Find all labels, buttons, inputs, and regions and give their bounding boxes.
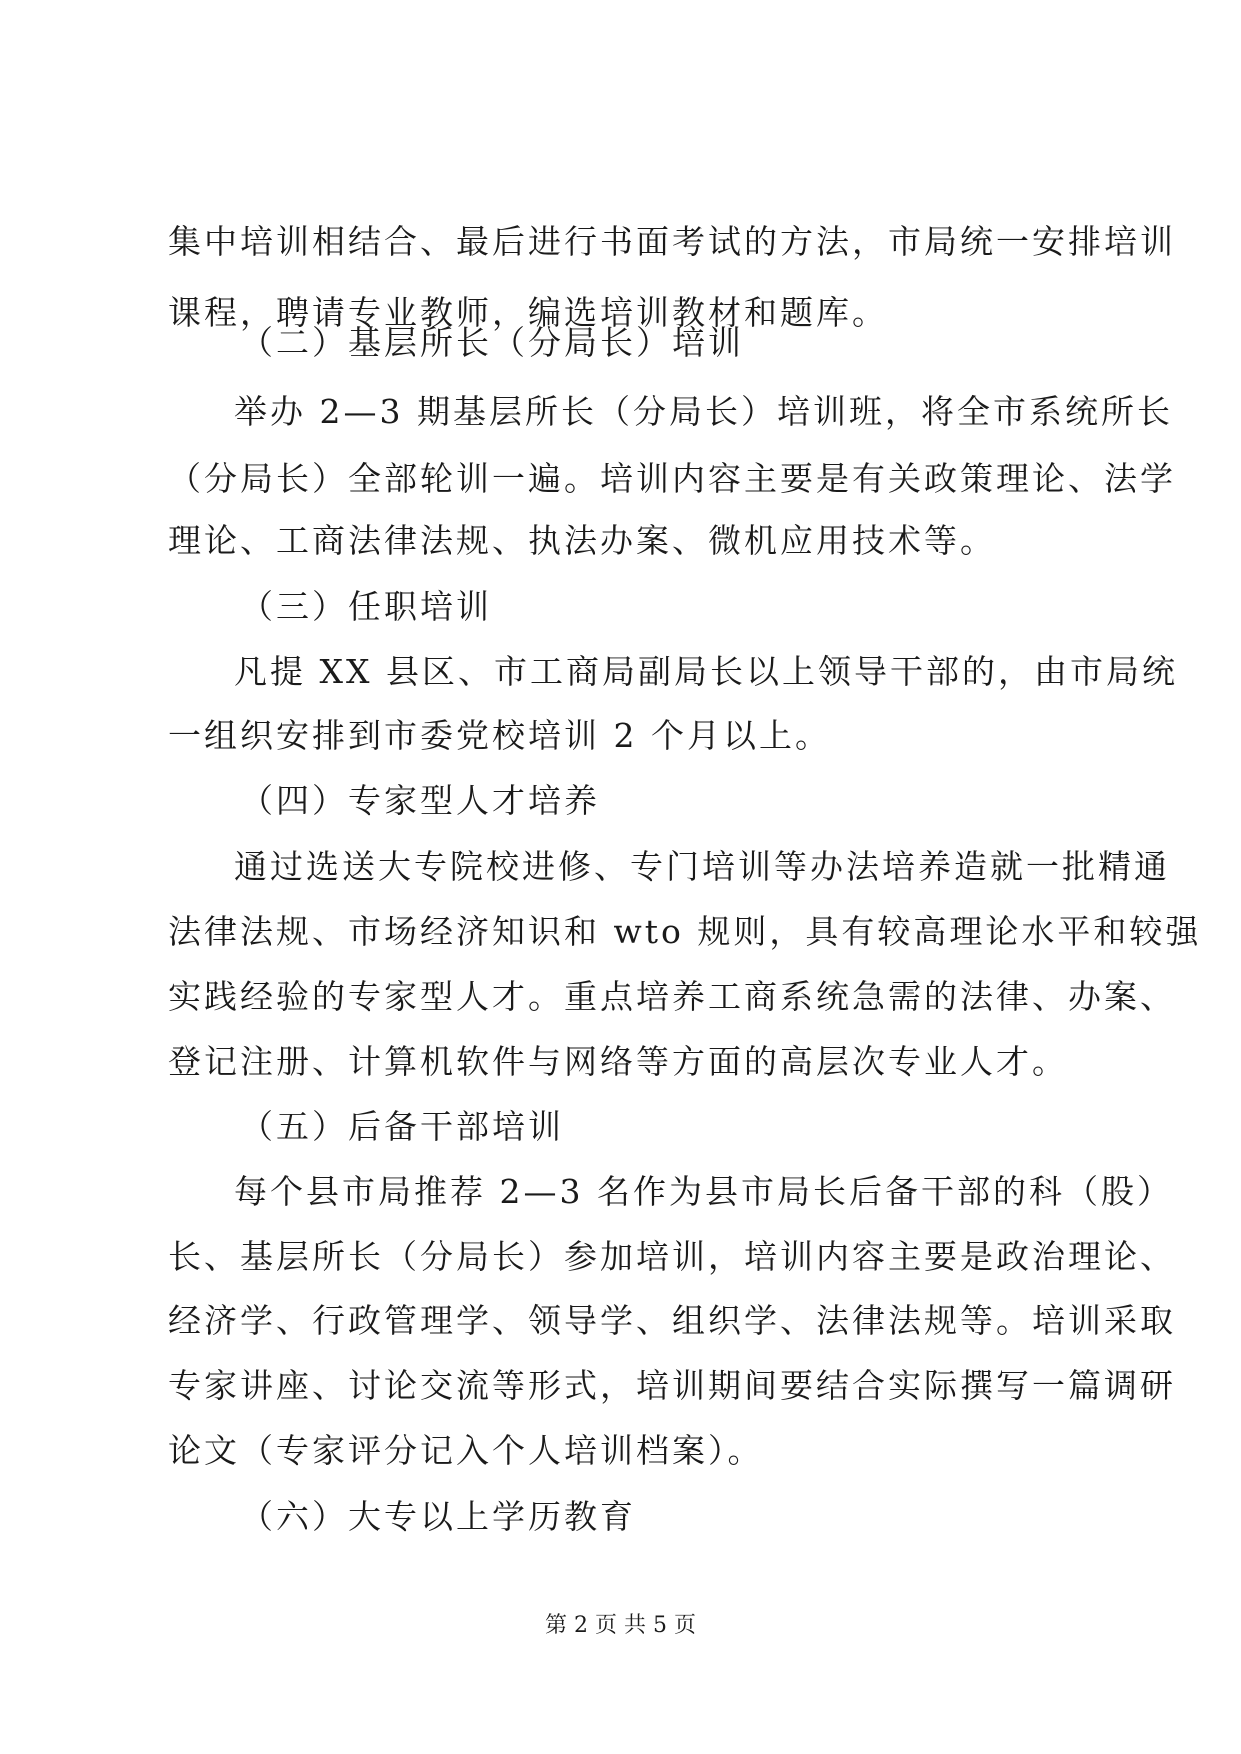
body-text-line: 一组织安排到市委党校培训 2 个月以上。: [168, 716, 831, 755]
body-text-line: 凡提 XX 县区、市工商局副局长以上领导干部的，由市局统: [234, 652, 1178, 691]
body-text-line: 通过选送大专院校进修、专门培训等办法培养造就一批精通: [234, 847, 1170, 886]
section-heading-3: （三）任职培训: [240, 587, 492, 626]
section-heading-2: （二）基层所长（分局长）培训: [240, 323, 744, 362]
body-text-line: 实践经验的专家型人才。重点培养工商系统急需的法律、办案、: [168, 977, 1176, 1016]
body-text-line: 理论、工商法律法规、执法办案、微机应用技术等。: [168, 521, 996, 560]
body-text-line: 长、基层所长（分局长）参加培训，培训内容主要是政治理论、: [168, 1237, 1176, 1276]
section-heading-5: （五）后备干部培训: [240, 1107, 564, 1146]
body-text-line: 集中培训相结合、最后进行书面考试的方法，市局统一安排培训: [168, 222, 1176, 261]
body-text-line: 经济学、行政管理学、领导学、组织学、法律法规等。培训采取: [168, 1301, 1176, 1340]
body-text-line: 论文（专家评分记入个人培训档案）。: [168, 1431, 764, 1470]
body-text-line: 法律法规、市场经济知识和 wto 规则，具有较高理论水平和较强: [168, 912, 1202, 951]
body-text-line: 登记注册、计算机软件与网络等方面的高层次专业人才。: [168, 1042, 1068, 1081]
body-text-line: （分局长）全部轮训一遍。培训内容主要是有关政策理论、法学: [168, 459, 1176, 498]
body-text-line: 专家讲座、讨论交流等形式，培训期间要结合实际撰写一篇调研: [168, 1366, 1176, 1405]
page-footer: 第 2 页 共 5 页: [545, 1613, 696, 1638]
body-text-line: 课程，聘请专业教师，编选培训教材和题库。: [168, 293, 888, 332]
section-heading-4: （四）专家型人才培养: [240, 781, 600, 820]
body-text-line: 每个县市局推荐 2—3 名作为县市局长后备干部的科（股）: [234, 1172, 1173, 1211]
body-text-line: 举办 2—3 期基层所长（分局长）培训班，将全市系统所长: [234, 392, 1173, 431]
section-heading-6: （六）大专以上学历教育: [240, 1497, 636, 1536]
